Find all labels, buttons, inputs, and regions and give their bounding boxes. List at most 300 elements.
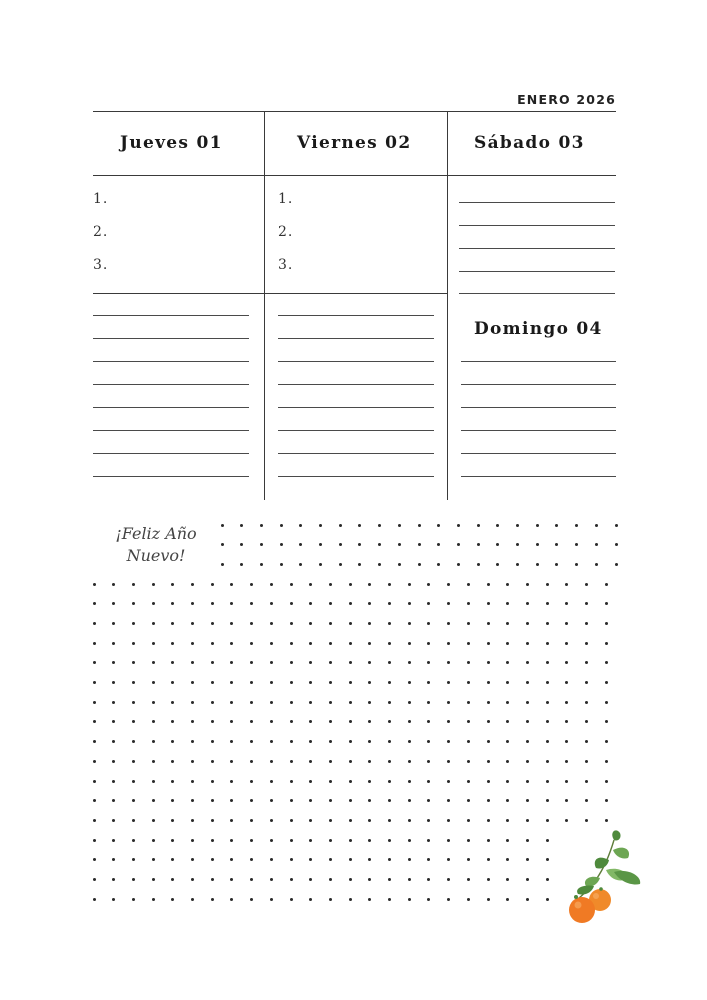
grid-dot	[152, 661, 155, 664]
day-title-thursday: Jueves 01	[120, 133, 223, 153]
grid-dot	[408, 740, 411, 743]
grid-dot	[565, 720, 568, 723]
grid-dot	[467, 780, 470, 783]
grid-dot	[329, 878, 332, 881]
friday-item-2: 2.	[278, 224, 294, 240]
grid-dot	[191, 740, 194, 743]
grid-dot	[270, 819, 273, 822]
writing-line	[459, 271, 615, 272]
grid-dot	[349, 661, 352, 664]
writing-line	[461, 407, 616, 408]
grid-dot	[368, 799, 371, 802]
grid-dot	[585, 720, 588, 723]
grid-dot	[211, 819, 214, 822]
grid-dot	[585, 661, 588, 664]
grid-dot	[408, 878, 411, 881]
grid-dot	[260, 524, 263, 527]
grid-dot	[211, 839, 214, 842]
grid-dot	[487, 858, 490, 861]
grid-dot	[290, 819, 293, 822]
grid-dot	[447, 858, 450, 861]
day-title-friday: Viernes 02	[297, 133, 412, 153]
grid-dot	[506, 583, 509, 586]
grid-dot	[408, 602, 411, 605]
grid-dot	[496, 543, 499, 546]
grid-dot	[211, 858, 214, 861]
grid-dot	[418, 563, 421, 566]
grid-dot	[339, 563, 342, 566]
grid-dot	[388, 661, 391, 664]
grid-dot	[309, 799, 312, 802]
grid-dot	[250, 681, 253, 684]
writing-line	[93, 407, 249, 408]
grid-dot	[427, 819, 430, 822]
grid-dot	[565, 701, 568, 704]
grid-dot	[447, 740, 450, 743]
grid-dot	[250, 740, 253, 743]
grid-dot	[427, 642, 430, 645]
grid-dot	[93, 740, 96, 743]
grid-dot	[585, 780, 588, 783]
grid-dot	[427, 602, 430, 605]
grid-dot	[309, 878, 312, 881]
grid-dot	[506, 780, 509, 783]
grid-dot	[250, 799, 253, 802]
grid-dot	[595, 543, 598, 546]
grid-dot	[496, 524, 499, 527]
grid-dot	[93, 602, 96, 605]
grid-dot	[230, 681, 233, 684]
grid-dot	[467, 839, 470, 842]
grid-dot	[329, 839, 332, 842]
grid-dot	[467, 799, 470, 802]
grid-dot	[467, 858, 470, 861]
grid-dot	[280, 524, 283, 527]
grid-dot	[319, 524, 322, 527]
grid-dot	[427, 661, 430, 664]
grid-dot	[230, 858, 233, 861]
grid-dot	[152, 839, 155, 842]
grid-dot	[270, 720, 273, 723]
thursday-item-1: 1.	[93, 191, 109, 207]
grid-dot	[408, 839, 411, 842]
grid-dot	[605, 780, 608, 783]
grid-dot	[132, 583, 135, 586]
grid-dot	[211, 780, 214, 783]
grid-dot	[270, 740, 273, 743]
grid-dot	[270, 602, 273, 605]
grid-dot	[585, 681, 588, 684]
grid-dot	[329, 720, 332, 723]
grid-dot	[349, 799, 352, 802]
grid-dot	[299, 543, 302, 546]
grid-dot	[378, 563, 381, 566]
grid-dot	[546, 720, 549, 723]
grid-dot	[112, 642, 115, 645]
grid-dot	[93, 898, 96, 901]
grid-dot	[290, 740, 293, 743]
grid-dot	[230, 780, 233, 783]
grid-dot	[437, 543, 440, 546]
grid-dot	[605, 720, 608, 723]
top-rule	[93, 111, 616, 112]
grid-dot	[358, 524, 361, 527]
grid-dot	[546, 878, 549, 881]
grid-dot	[368, 780, 371, 783]
grid-dot	[427, 898, 430, 901]
grid-dot	[595, 524, 598, 527]
grid-dot	[575, 524, 578, 527]
grid-dot	[112, 799, 115, 802]
grid-dot	[230, 661, 233, 664]
day-title-saturday: Sábado 03	[474, 133, 585, 153]
grid-dot	[467, 602, 470, 605]
grid-dot	[477, 563, 480, 566]
grid-dot	[171, 681, 174, 684]
writing-line	[459, 293, 615, 294]
grid-dot	[299, 563, 302, 566]
grid-dot	[368, 642, 371, 645]
grid-dot	[270, 858, 273, 861]
grid-dot	[506, 858, 509, 861]
grid-dot	[93, 661, 96, 664]
grid-dot	[211, 799, 214, 802]
grid-dot	[427, 583, 430, 586]
grid-dot	[152, 858, 155, 861]
grid-dot	[546, 858, 549, 861]
grid-dot	[398, 543, 401, 546]
grid-dot	[526, 858, 529, 861]
grid-dot	[290, 839, 293, 842]
grid-dot	[309, 760, 312, 763]
grid-dot	[349, 839, 352, 842]
grid-dot	[615, 524, 618, 527]
grid-dot	[447, 681, 450, 684]
grid-dot	[329, 898, 332, 901]
grid-dot	[408, 799, 411, 802]
grid-dot	[290, 622, 293, 625]
grid-dot	[191, 642, 194, 645]
grid-dot	[467, 701, 470, 704]
grid-dot	[112, 878, 115, 881]
grid-dot	[526, 740, 529, 743]
grid-dot	[93, 720, 96, 723]
day-title-sunday: Domingo 04	[474, 319, 603, 339]
grid-dot	[477, 524, 480, 527]
grid-dot	[418, 543, 421, 546]
writing-line	[459, 202, 615, 203]
greeting-text: ¡Feliz Año Nuevo!	[115, 524, 197, 565]
writing-line	[93, 453, 249, 454]
grid-dot	[487, 602, 490, 605]
thursday-item-2: 2.	[93, 224, 109, 240]
grid-dot	[467, 661, 470, 664]
grid-dot	[152, 642, 155, 645]
grid-dot	[132, 760, 135, 763]
grid-dot	[211, 720, 214, 723]
grid-dot	[171, 878, 174, 881]
grid-dot	[132, 602, 135, 605]
grid-dot	[526, 681, 529, 684]
grid-dot	[526, 898, 529, 901]
grid-dot	[339, 543, 342, 546]
grid-dot	[506, 740, 509, 743]
grid-dot	[605, 819, 608, 822]
grid-dot	[171, 622, 174, 625]
grid-dot	[427, 622, 430, 625]
grid-dot	[152, 681, 155, 684]
grid-dot	[230, 878, 233, 881]
grid-dot	[250, 701, 253, 704]
grid-dot	[132, 819, 135, 822]
grid-dot	[506, 760, 509, 763]
grid-dot	[250, 602, 253, 605]
grid-dot	[388, 681, 391, 684]
grid-dot	[447, 760, 450, 763]
grid-dot	[191, 898, 194, 901]
grid-dot	[536, 524, 539, 527]
grid-dot	[309, 661, 312, 664]
grid-dot	[477, 543, 480, 546]
writing-line	[93, 430, 249, 431]
grid-dot	[132, 780, 135, 783]
grid-dot	[93, 799, 96, 802]
grid-dot	[388, 898, 391, 901]
grid-dot	[487, 878, 490, 881]
grid-dot	[546, 740, 549, 743]
grid-dot	[211, 681, 214, 684]
grid-dot	[132, 839, 135, 842]
grid-dot	[349, 681, 352, 684]
grid-dot	[487, 839, 490, 842]
grid-dot	[171, 898, 174, 901]
grid-dot	[447, 602, 450, 605]
grid-dot	[378, 524, 381, 527]
grid-dot	[526, 602, 529, 605]
grid-dot	[290, 898, 293, 901]
writing-line	[278, 338, 434, 339]
grid-dot	[211, 878, 214, 881]
grid-dot	[388, 740, 391, 743]
grid-dot	[152, 622, 155, 625]
grid-dot	[270, 661, 273, 664]
grid-dot	[506, 602, 509, 605]
grid-dot	[467, 642, 470, 645]
grid-dot	[230, 839, 233, 842]
grid-dot	[506, 661, 509, 664]
grid-dot	[585, 602, 588, 605]
writing-line	[93, 384, 249, 385]
grid-dot	[585, 642, 588, 645]
grid-dot	[290, 799, 293, 802]
grid-dot	[427, 760, 430, 763]
grid-dot	[290, 780, 293, 783]
grid-dot	[467, 819, 470, 822]
grid-dot	[290, 681, 293, 684]
grid-dot	[329, 819, 332, 822]
grid-dot	[526, 839, 529, 842]
grid-dot	[368, 878, 371, 881]
grid-dot	[93, 701, 96, 704]
grid-dot	[526, 819, 529, 822]
grid-dot	[437, 563, 440, 566]
grid-dot	[240, 524, 243, 527]
grid-dot	[171, 642, 174, 645]
grid-dot	[388, 642, 391, 645]
grid-dot	[427, 878, 430, 881]
grid-dot	[132, 740, 135, 743]
grid-dot	[506, 681, 509, 684]
grid-dot	[152, 740, 155, 743]
grid-dot	[349, 760, 352, 763]
grid-dot	[546, 661, 549, 664]
orange-branch-icon	[554, 828, 646, 926]
grid-dot	[487, 681, 490, 684]
grid-dot	[309, 602, 312, 605]
grid-dot	[171, 740, 174, 743]
grid-dot	[329, 583, 332, 586]
writing-line	[278, 407, 434, 408]
grid-dot	[250, 720, 253, 723]
grid-dot	[132, 681, 135, 684]
grid-dot	[191, 583, 194, 586]
grid-dot	[329, 622, 332, 625]
grid-dot	[516, 524, 519, 527]
grid-dot	[575, 543, 578, 546]
grid-dot	[506, 720, 509, 723]
grid-dot	[457, 524, 460, 527]
column-divider-1	[264, 111, 265, 500]
grid-dot	[487, 661, 490, 664]
grid-dot	[585, 799, 588, 802]
grid-dot	[546, 799, 549, 802]
grid-dot	[250, 839, 253, 842]
grid-dot	[93, 858, 96, 861]
grid-dot	[93, 622, 96, 625]
grid-dot	[408, 642, 411, 645]
grid-dot	[221, 543, 224, 546]
grid-dot	[368, 622, 371, 625]
grid-dot	[112, 622, 115, 625]
writing-line	[459, 248, 615, 249]
grid-dot	[112, 602, 115, 605]
grid-dot	[605, 622, 608, 625]
grid-dot	[546, 642, 549, 645]
grid-dot	[309, 720, 312, 723]
grid-dot	[605, 602, 608, 605]
grid-dot	[349, 819, 352, 822]
grid-dot	[526, 799, 529, 802]
grid-dot	[506, 799, 509, 802]
grid-dot	[290, 583, 293, 586]
grid-dot	[349, 898, 352, 901]
grid-dot	[408, 622, 411, 625]
grid-dot	[270, 780, 273, 783]
grid-dot	[388, 602, 391, 605]
grid-dot	[112, 720, 115, 723]
writing-line	[278, 315, 434, 316]
grid-dot	[349, 780, 352, 783]
grid-dot	[615, 563, 618, 566]
grid-dot	[290, 661, 293, 664]
grid-dot	[309, 858, 312, 861]
grid-dot	[329, 780, 332, 783]
grid-dot	[368, 760, 371, 763]
grid-dot	[408, 701, 411, 704]
grid-dot	[447, 878, 450, 881]
grid-dot	[309, 583, 312, 586]
grid-dot	[605, 760, 608, 763]
grid-dot	[408, 858, 411, 861]
grid-dot	[605, 681, 608, 684]
grid-dot	[93, 780, 96, 783]
grid-dot	[221, 524, 224, 527]
grid-dot	[615, 543, 618, 546]
grid-dot	[418, 524, 421, 527]
grid-dot	[487, 799, 490, 802]
grid-dot	[132, 898, 135, 901]
grid-dot	[408, 780, 411, 783]
grid-dot	[319, 563, 322, 566]
grid-dot	[388, 819, 391, 822]
grid-dot	[427, 839, 430, 842]
grid-dot	[368, 819, 371, 822]
grid-dot	[93, 681, 96, 684]
grid-dot	[112, 740, 115, 743]
grid-dot	[171, 760, 174, 763]
grid-dot	[408, 760, 411, 763]
grid-dot	[270, 701, 273, 704]
grid-dot	[546, 819, 549, 822]
grid-dot	[368, 898, 371, 901]
grid-dot	[299, 524, 302, 527]
grid-dot	[467, 622, 470, 625]
grid-dot	[152, 878, 155, 881]
header-rule	[93, 175, 616, 176]
grid-dot	[526, 780, 529, 783]
grid-dot	[368, 720, 371, 723]
writing-line	[93, 476, 249, 477]
grid-dot	[171, 701, 174, 704]
writing-line	[461, 384, 616, 385]
grid-dot	[152, 602, 155, 605]
grid-dot	[546, 898, 549, 901]
grid-dot	[132, 622, 135, 625]
grid-dot	[152, 701, 155, 704]
grid-dot	[329, 602, 332, 605]
grid-dot	[211, 740, 214, 743]
grid-dot	[506, 839, 509, 842]
grid-dot	[250, 661, 253, 664]
grid-dot	[349, 583, 352, 586]
grid-dot	[487, 701, 490, 704]
grid-dot	[191, 602, 194, 605]
grid-dot	[388, 839, 391, 842]
grid-dot	[290, 642, 293, 645]
grid-dot	[487, 819, 490, 822]
grid-dot	[93, 839, 96, 842]
grid-dot	[526, 661, 529, 664]
writing-line	[278, 453, 434, 454]
grid-dot	[270, 839, 273, 842]
grid-dot	[546, 839, 549, 842]
grid-dot	[250, 780, 253, 783]
grid-dot	[250, 642, 253, 645]
grid-dot	[112, 661, 115, 664]
grid-dot	[585, 740, 588, 743]
grid-dot	[329, 799, 332, 802]
grid-dot	[487, 642, 490, 645]
